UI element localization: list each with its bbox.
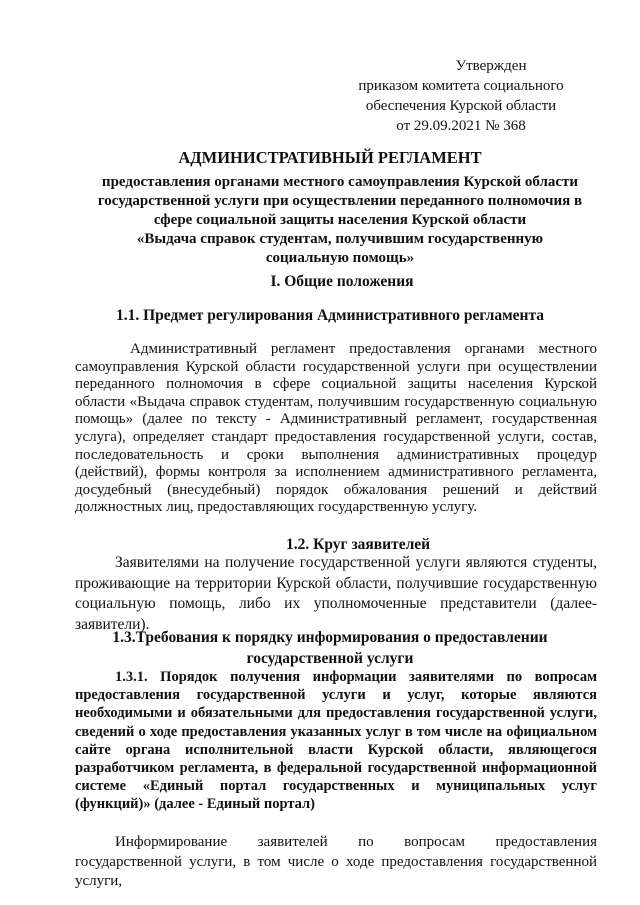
section-heading-1-3-line-1: 1.3.Требования к порядку информирования о предоставлении [112,629,548,646]
approval-line-2: приказом комитета социального [358,78,564,94]
section-heading-1: I. Общие положения [270,273,414,290]
subtitle-line-3: сфере социальной защиты населения Курской области [153,212,527,228]
section-heading-1-3 [90,628,570,669]
document-subtitle [70,168,610,268]
document-title: АДМИНИСТРАТИВНЫЙ РЕГЛАМЕНТ [178,148,482,167]
subtitle-line-4: «Выдача справок студентам, получившим государственную [136,231,544,247]
approval-line-3: обеспечения Курской области [365,98,557,114]
subtitle-line-1: предоставления органами местного самоуправления Курской области [101,174,579,190]
paragraph-1: Административный регламент предоставления органами местного самоуправления Курской области государственной услуги при осуществлении переданного полномочия в сфере социальной защиты населения Курской области «Выдача справок студентам, получившим государственную социальную помощь» (далее по тексту - Административный регламент, государственная услуга), определяет стандарт предоставления государственной услуги, состав, последовательность и сроки выполнения административных процедур (действий), формы контроля за исполнением административного регламента, досудебный (внесудебный) порядок обжалования решений и действий должностных лиц, предоставляющих государственную услугу. [75,341,597,516]
paragraph-2: Заявителями на получение государственной услуги являются студенты, проживающие на территории Курской области, получившие государственную социальную помощь, либо их уполномоченные представители (далее-заявители). [75,554,597,633]
approval-line-4: от 29.09.2021 № 368 [396,118,526,134]
section-heading-1-3-line-2: государственной услуги [246,649,414,667]
subtitle-line-5: социальную помощь» [265,250,415,266]
paragraph-3: 1.3.1. Порядок получения информации заявителями по вопросам предоставления государственной услуги и услуг, которые являются необходимыми и обязательными для предоставления государственной услуги, сведений о ходе предоставления указанных услуг в том числе на официальном сайте органа исполнительной власти Курской области, являющегося разработчиком регламента, в федеральной государственной информационной системе «Единый портал государственных и муниципальных услуг (функций)» (далее - Единый портал) [75,669,597,813]
subtitle-line-2: государственной услуги при осуществлении переданного полномочия в [97,193,583,209]
section-heading-1-1: 1.1. Предмет регулирования Административного регламента [115,307,545,324]
approval-line-1: Утвержден [455,58,527,74]
approval-block [346,56,576,136]
section-heading-1-2: 1.2. Круг заявителей [286,536,431,553]
paragraph-4: Информирование заявителей по вопросам предоставления государственной услуги, в том числе о ходе предоставления государственной услуги, [75,834,597,889]
